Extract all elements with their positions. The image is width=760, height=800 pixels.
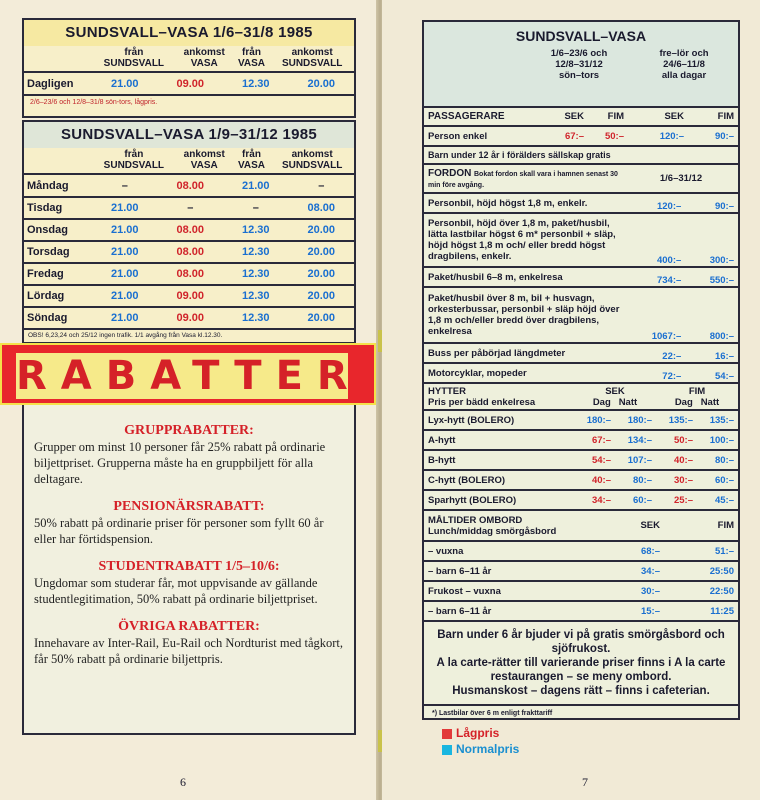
discount-title: GRUPPRABATTER: <box>124 423 254 438</box>
row-label: Paket/husbil över 8 m, bil + husvagn, orkesterbussar, personbil + släp höjd över 1,8 m och/eller bredd över dragbilens, enkelresa <box>424 287 624 343</box>
cabin-table <box>424 384 738 511</box>
table-row <box>24 197 354 219</box>
discount-title: PENSIONÄRSRABATT: <box>113 499 265 514</box>
row-label: Frukost – vuxna <box>424 581 604 601</box>
price-title: SUNDSVALL–VASA <box>515 28 647 44</box>
meal-header: MÅLTIDER OMBORD Lunch/middag smörgåsbord SEK FIM <box>424 511 738 541</box>
legend-swatch <box>442 745 452 755</box>
discounts-panel <box>22 405 356 735</box>
row-label: Lyx-hytt (BOLERO) <box>424 410 574 430</box>
price-cell: 80:– <box>615 470 656 490</box>
price-cell: 34:– <box>574 490 615 510</box>
table-row: Barn under 12 år i förälders sällskap gratis <box>424 146 738 164</box>
meal-table <box>424 511 738 622</box>
time-cell: 21.00 <box>92 197 158 219</box>
price-cell: 100:– <box>697 430 738 450</box>
time-cell: 20.00 <box>289 241 355 263</box>
discount-text: Innehavare av Inter-Rail, Eu-Rail och Nordturist med tågkort, får 50% rabatt på ordinarie biljettpris. <box>34 636 344 666</box>
table-row <box>24 241 354 263</box>
price-cell: 11:25 <box>664 601 738 621</box>
vehicle-table <box>424 165 738 384</box>
row-label: Buss per påbörjad längdmeter <box>424 343 624 363</box>
price-cell: 30:– <box>656 470 697 490</box>
timetable-summer <box>22 18 356 118</box>
page-number-right: 7 <box>582 775 588 789</box>
price-cell: 135:– <box>656 410 697 430</box>
row-label: A-hytt <box>424 430 574 450</box>
price-cell: 50:– <box>656 430 697 450</box>
price-cell: 300:– <box>685 213 738 267</box>
timetable-summer-rows <box>24 73 354 96</box>
price-cell: 72:– <box>624 363 685 383</box>
time-cell: 21.00 <box>92 263 158 285</box>
discount-text: Ungdomar som studerar får, mot uppvisande av gällande studentlegitimation, 50% rabatt på ordinarie biljettpriset. <box>34 576 318 606</box>
time-cell: 08.00 <box>289 197 355 219</box>
price-cell: 68:– <box>604 541 664 561</box>
legend-normal-price: Normalpris <box>442 741 519 757</box>
table-row <box>24 219 354 241</box>
row-label: – barn 6–11 år <box>424 601 604 621</box>
day-cell: Lördag <box>24 285 92 307</box>
discount-text: Grupper om minst 10 personer får 25% rabatt på ordinarie biljettpriset. Grupperna måste ha en gruppbiljett för alla deltagare. <box>34 440 326 486</box>
time-cell: 09.00 <box>158 285 224 307</box>
rabatter-title: RABATTER <box>16 353 362 399</box>
price-cell: 22:50 <box>664 581 738 601</box>
price-cell: 40:– <box>574 470 615 490</box>
price-cell: 90:– <box>685 193 738 213</box>
day-cell: Tisdag <box>24 197 92 219</box>
period-high: fre–lör och 24/6–11/8 alla dagar <box>659 48 709 81</box>
page-number-left: 6 <box>180 775 186 789</box>
discount-title: ÖVRIGA RABATTER: <box>118 619 260 634</box>
meal-info: Barn under 6 år bjuder vi på gratis smörgåsbord och sjöfrukost. A la carte-rätter till varierande priser finns i A la carte restaurangen – se meny ombord. Husmanskost – dagens rätt – finns i cafeterian. <box>424 622 738 706</box>
time-cell: – <box>158 197 224 219</box>
time-cell: 08.00 <box>158 175 224 197</box>
price-cell: 734:– <box>624 267 685 287</box>
timetable-summer-header: från SUNDSVALL ankomst VASA från VASA ankomst SUNDSVALL <box>24 46 354 73</box>
price-cell: 25:– <box>656 490 697 510</box>
table-row <box>424 581 738 601</box>
price-cell: 67:– <box>574 430 615 450</box>
time-cell: 12.30 <box>223 219 289 241</box>
right-page <box>382 0 760 800</box>
price-cell: 30:– <box>604 581 664 601</box>
row-label: Paket/husbil 6–8 m, enkelresa <box>424 267 624 287</box>
footnote: *) Lastbilar över 6 m enligt frakttariff <box>432 710 553 717</box>
row-label: B-hytt <box>424 450 574 470</box>
table-row <box>424 213 738 267</box>
timetable-summer-title: SUNDSVALL–VASA 1/6–31/8 1985 <box>24 20 354 46</box>
table-row <box>24 175 354 197</box>
time-cell: 21.00 <box>223 175 289 197</box>
price-cell: 60:– <box>697 470 738 490</box>
time-cell: 12.30 <box>223 307 289 329</box>
time-cell: 21.00 <box>92 307 158 329</box>
price-cell: 180:– <box>615 410 656 430</box>
day-cell: Torsdag <box>24 241 92 263</box>
table-row <box>424 193 738 213</box>
table-row <box>424 490 738 510</box>
timetable-autumn-note: OBS! 6,23,24 och 25/12 ingen trafik. 1/1 avgång från Vasa kl.12.30. <box>28 332 223 339</box>
time-cell: 09.00 <box>158 307 224 329</box>
left-page <box>0 0 378 800</box>
row-label: – barn 6–11 år <box>424 561 604 581</box>
price-cell: 180:– <box>574 410 615 430</box>
time-cell: 20.00 <box>289 307 355 329</box>
timetable-autumn-title: SUNDSVALL–VASA 1/9–31/12 1985 <box>24 122 354 148</box>
timetable-autumn-rows <box>24 175 354 330</box>
table-row <box>424 541 738 561</box>
time-cell: 20.00 <box>289 219 355 241</box>
price-cell: 45:– <box>697 490 738 510</box>
price-cell: 60:– <box>615 490 656 510</box>
time-cell: 20.00 <box>289 285 355 307</box>
table-row <box>24 307 354 329</box>
table-row <box>424 430 738 450</box>
table-row <box>424 470 738 490</box>
table-row <box>424 561 738 581</box>
day-cell: Fredag <box>24 263 92 285</box>
legend-low-price: Lågpris <box>442 725 519 741</box>
period-low: 1/6–23/6 och 12/8–31/12 sön–tors <box>550 48 608 81</box>
row-label: Sparhytt (BOLERO) <box>424 490 574 510</box>
time-cell: – <box>92 175 158 197</box>
passenger-header: PASSAGERARE SEK FIM SEK FIM <box>424 108 738 126</box>
price-cell: 15:– <box>604 601 664 621</box>
time-cell: 21.00 <box>92 285 158 307</box>
row-label: Personbil, höjd högst 1,8 m, enkelr. <box>424 193 624 213</box>
table-row: Dagligen 21.00 09.00 12.30 20.00 <box>24 73 354 95</box>
passenger-table <box>424 108 738 165</box>
table-row <box>424 343 738 363</box>
legend-swatch <box>442 729 452 739</box>
price-cell: 1067:– <box>624 287 685 343</box>
row-label: Personbil, höjd över 1,8 m, paket/husbil, lätta lastbilar högst 6 m* personbil + släp, höjd högst 1,8 m och/ eller bredd högst dragbilens, enkelr. <box>424 213 624 267</box>
price-box <box>422 20 740 720</box>
day-cell: Söndag <box>24 307 92 329</box>
table-row: Person enkel 67:– 50:– 120:– 90:– <box>424 126 738 146</box>
price-cell: 54:– <box>685 363 738 383</box>
timetable-autumn <box>22 120 356 344</box>
price-cell: 22:– <box>624 343 685 363</box>
row-label: C-hytt (BOLERO) <box>424 470 574 490</box>
price-cell: 80:– <box>697 450 738 470</box>
table-row <box>24 285 354 307</box>
rabatter-banner <box>0 343 376 405</box>
price-cell: 51:– <box>664 541 738 561</box>
time-cell: 08.00 <box>158 219 224 241</box>
table-row <box>424 450 738 470</box>
row-label: Motorcyklar, mopeder <box>424 363 624 383</box>
price-cell: 800:– <box>685 287 738 343</box>
time-cell: 08.00 <box>158 263 224 285</box>
discount-text: 50% rabatt på ordinarie priser för personer som fyllt 60 år eller har förtidspension. <box>34 516 324 546</box>
price-cell: 16:– <box>685 343 738 363</box>
table-row <box>424 601 738 621</box>
price-cell: 34:– <box>604 561 664 581</box>
table-row <box>424 267 738 287</box>
price-cell: 25:50 <box>664 561 738 581</box>
table-row <box>24 263 354 285</box>
price-cell: 40:– <box>656 450 697 470</box>
time-cell: 21.00 <box>92 219 158 241</box>
price-cell: 120:– <box>624 193 685 213</box>
legend <box>442 725 519 757</box>
time-cell: 12.30 <box>223 285 289 307</box>
vehicle-header: FORDON Bokat fordon skall vara i hamnen senast 30 min före avgång. 1/6–31/12 <box>424 165 738 193</box>
day-cell: Onsdag <box>24 219 92 241</box>
timetable-autumn-header: från SUNDSVALL ankomst VASA från VASA ankomst SUNDSVALL <box>24 148 354 175</box>
price-header <box>424 22 738 108</box>
time-cell: 20.00 <box>289 263 355 285</box>
table-row <box>424 363 738 383</box>
time-cell: – <box>289 175 355 197</box>
time-cell: 12.30 <box>223 263 289 285</box>
day-cell: Måndag <box>24 175 92 197</box>
row-label: – vuxna <box>424 541 604 561</box>
time-cell: 08.00 <box>158 241 224 263</box>
timetable-summer-note: 2/6–23/6 och 12/8–31/8 sön-tors, lågpris. <box>30 99 158 106</box>
table-row <box>424 410 738 430</box>
time-cell: – <box>223 197 289 219</box>
price-cell: 550:– <box>685 267 738 287</box>
price-cell: 107:– <box>615 450 656 470</box>
price-cell: 54:– <box>574 450 615 470</box>
cabin-header: HYTTER Pris per bädd enkelresa SEK Dag Natt FIM Dag Natt <box>424 384 738 410</box>
table-row <box>424 287 738 343</box>
price-cell: 400:– <box>624 213 685 267</box>
time-cell: 21.00 <box>92 241 158 263</box>
discount-title: STUDENTRABATT 1/5–10/6: <box>98 559 280 574</box>
price-cell: 135:– <box>697 410 738 430</box>
price-cell: 134:– <box>615 430 656 450</box>
time-cell: 12.30 <box>223 241 289 263</box>
